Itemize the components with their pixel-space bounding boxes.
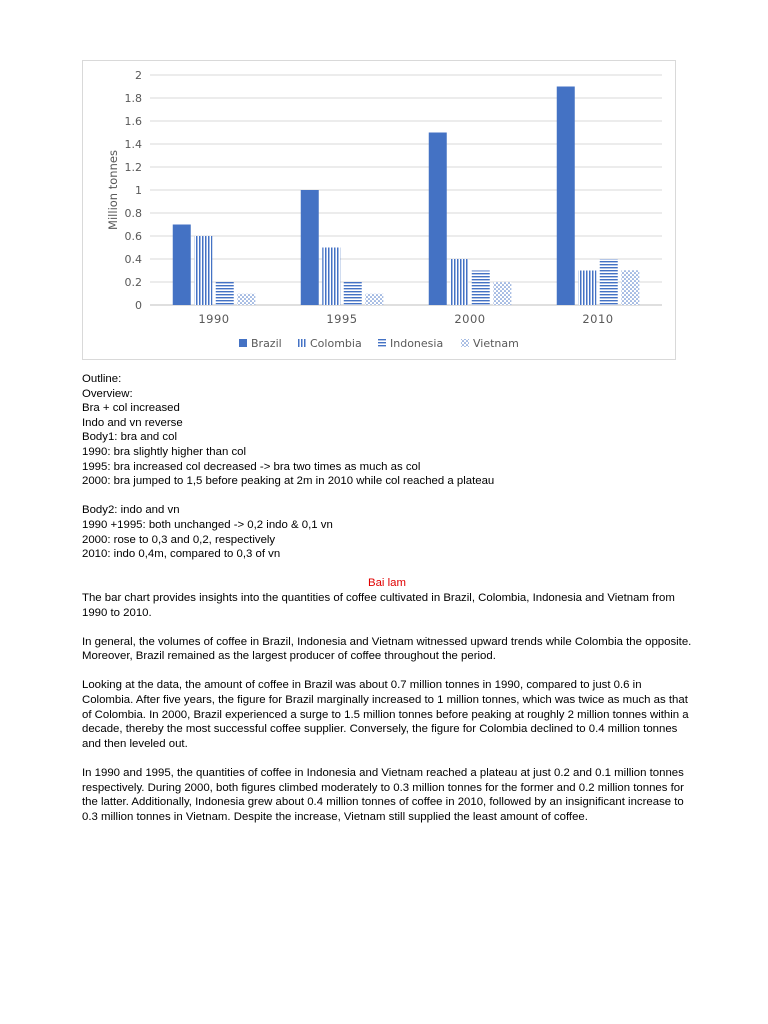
spacer bbox=[82, 562, 692, 577]
essay-section bbox=[82, 591, 692, 825]
legend-swatch-colombia bbox=[298, 339, 306, 347]
outline-line: Outline: bbox=[82, 373, 122, 385]
essay-paragraph: In general, the volumes of coffee in Brazil, Indonesia and Vietnam witnessed upward trends while Colombia the opposite. Moreover, Brazil remained as the largest producer of coffee throughout the period. bbox=[82, 635, 692, 663]
y-axis-title: Million tonnes bbox=[106, 150, 120, 230]
y-tick-label: 1.8 bbox=[124, 92, 142, 105]
essay-heading: Bai lam bbox=[368, 577, 406, 590]
outline-line: Indo and vn reverse bbox=[82, 416, 183, 429]
bar-chart bbox=[82, 60, 676, 360]
outline-line: 2010: indo 0,4m, compared to 0,3 of vn bbox=[82, 548, 281, 561]
outline-line: 2000: rose to 0,3 and 0,2, respectively bbox=[82, 533, 276, 546]
outline-line: 1990: bra slightly higher than col bbox=[82, 445, 247, 458]
y-tick-label: 0.6 bbox=[124, 230, 142, 243]
essay-paragraph: In 1990 and 1995, the quantities of coffee in Indonesia and Vietnam reached a plateau at just 0.2 and 0.1 million tonnes respectively. During 2000, both figures climbed moderately to 0.3 million tonnes for the former and 0.2 million tonnes for the latter. Additionally, Indonesia grew about 0.4 million tonnes of coffee in 2010, followed by an insignificant increase to 0.3 million tonnes in Vietnam. Despite the increase, Vietnam still supplied the least amount of coffee. bbox=[82, 767, 684, 823]
bar-vietnam-2000 bbox=[493, 282, 511, 305]
y-tick-label: 1.4 bbox=[124, 138, 142, 151]
legend-label-brazil: Brazil bbox=[251, 337, 282, 350]
outline-line: Body1: bra and col bbox=[82, 431, 177, 444]
legend-label-indonesia: Indonesia bbox=[390, 337, 444, 350]
outline-blank-line bbox=[82, 489, 692, 504]
legend-label-colombia: Colombia bbox=[310, 337, 362, 350]
bar-colombia-1990 bbox=[194, 236, 212, 305]
legend-swatch-brazil bbox=[239, 339, 247, 347]
outline-line: Bra + col increased bbox=[82, 402, 180, 415]
outline-line: 1995: bra increased col decreased -> bra two times as much as col bbox=[82, 460, 421, 473]
legend-swatch-indonesia bbox=[378, 339, 386, 347]
chart-svg bbox=[82, 60, 676, 360]
bar-brazil-2010 bbox=[557, 87, 575, 306]
bar-vietnam-2010 bbox=[621, 271, 639, 306]
legend-label-vietnam: Vietnam bbox=[473, 337, 519, 350]
essay-paragraph: The bar chart provides insights into the quantities of coffee cultivated in Brazil, Colombia, Indonesia and Vietnam from 1990 to 2010. bbox=[82, 591, 675, 619]
outline-line: Overview: bbox=[82, 387, 133, 400]
x-tick-label: 2010 bbox=[582, 312, 614, 326]
x-tick-label: 1990 bbox=[198, 312, 230, 326]
bar-indonesia-2000 bbox=[472, 271, 490, 306]
y-tick-label: 0.2 bbox=[124, 276, 142, 289]
y-tick-label: 0.8 bbox=[124, 207, 142, 220]
bar-colombia-1995 bbox=[322, 248, 340, 306]
essay-paragraph: Looking at the data, the amount of coffee in Brazil was about 0.7 million tonnes in 1990, compared to just 0.6 in Colombia. After five years, the figure for Brazil marginally increased to 1 million tonnes, which was twice as much as that of Colombia. In 2000, Brazil experienced a surge to 1.5 million tonnes before peaking at roughly 2 million tonnes within a decade, thereby the most successful coffee supplier. Conversely, the figure for Colombia declined to 0.4 million tonnes and then leveled out. bbox=[82, 679, 689, 750]
bar-vietnam-1995 bbox=[365, 294, 383, 306]
y-tick-label: 2 bbox=[135, 69, 142, 82]
y-tick-label: 0 bbox=[135, 299, 142, 312]
bar-indonesia-1995 bbox=[344, 282, 362, 305]
outline-section bbox=[82, 372, 692, 576]
x-tick-label: 1995 bbox=[326, 312, 358, 326]
y-tick-label: 0.4 bbox=[124, 253, 142, 266]
y-tick-label: 1.2 bbox=[124, 161, 142, 174]
y-tick-label: 1.6 bbox=[124, 115, 142, 128]
y-tick-label: 1 bbox=[135, 184, 142, 197]
legend-swatch-vietnam bbox=[461, 339, 469, 347]
document-body bbox=[82, 372, 692, 839]
bar-brazil-2000 bbox=[429, 133, 447, 306]
bar-indonesia-2010 bbox=[600, 259, 618, 305]
outline-line: 1990 +1995: both unchanged -> 0,2 indo & 0,1 vn bbox=[82, 518, 333, 531]
bar-colombia-2000 bbox=[450, 259, 468, 305]
outline-line: Body2: indo and vn bbox=[82, 504, 180, 517]
bar-colombia-2010 bbox=[578, 271, 596, 306]
outline-line: 2000: bra jumped to 1,5 before peaking at 2m in 2010 while col reached a plateau bbox=[82, 475, 495, 488]
bar-brazil-1995 bbox=[301, 190, 319, 305]
bar-brazil-1990 bbox=[173, 225, 191, 306]
x-tick-label: 2000 bbox=[454, 312, 486, 326]
bar-vietnam-1990 bbox=[237, 294, 255, 306]
bar-indonesia-1990 bbox=[216, 282, 234, 305]
